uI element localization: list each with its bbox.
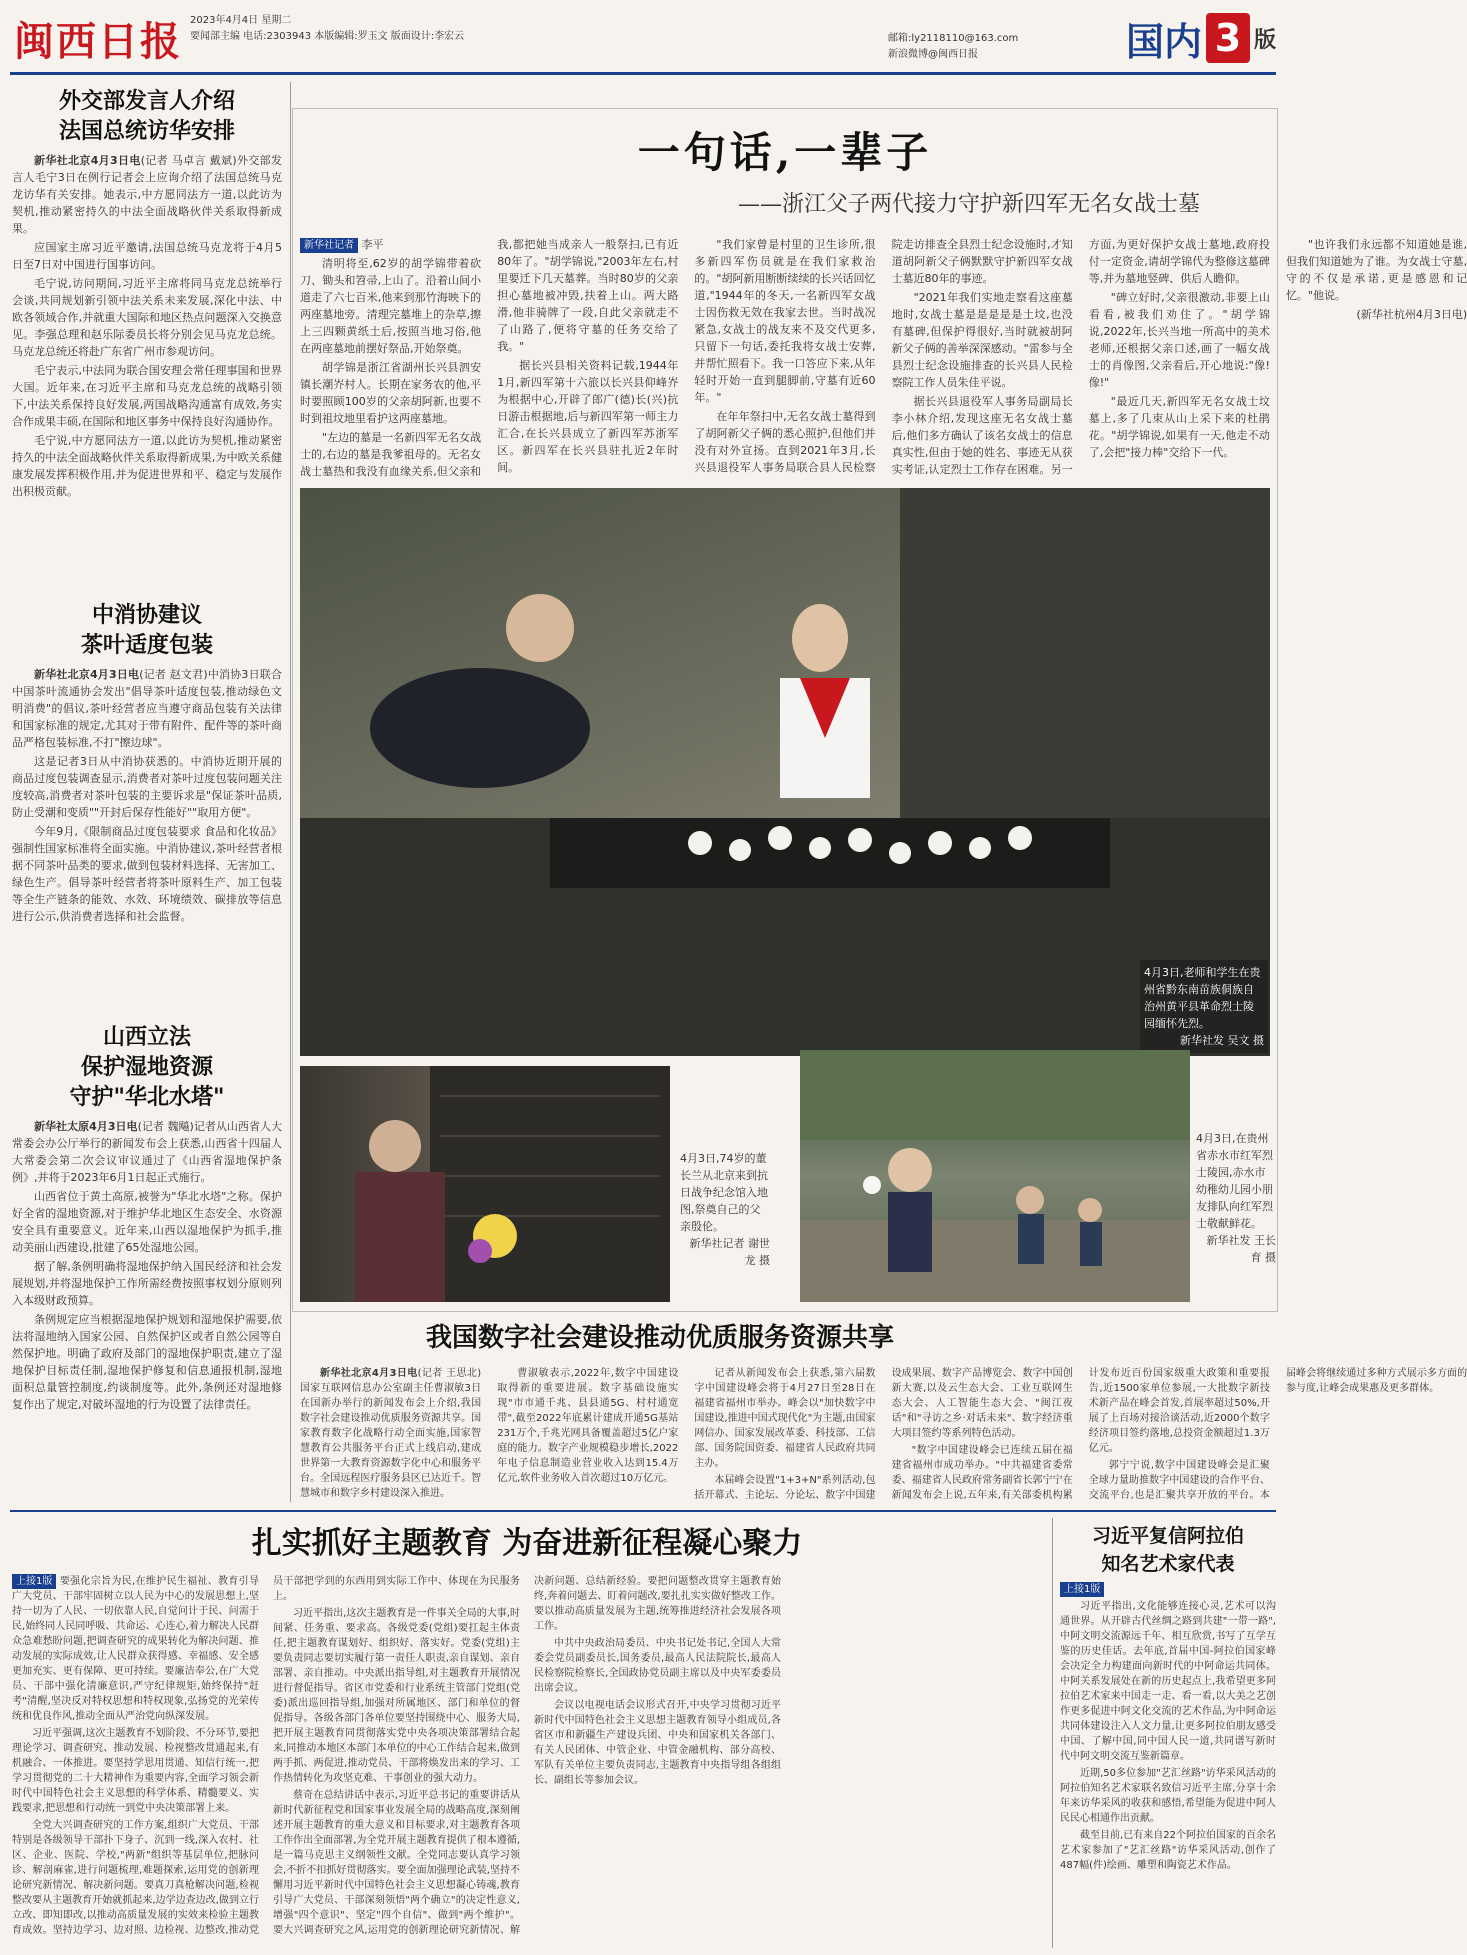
caption-text: 4月3日,在贵州省赤水市红军烈士陵园,赤水市幼稚幼儿园小朋友排队向红军烈士敬献鲜花。 xyxy=(1196,1132,1273,1230)
paragraph: 胡学锦是浙江省湖州长兴县泗安镇长潮岕村人。长期在家务农的他,平时要照顾100岁的父亲胡阿新,也要不时到祖坟地里看护这两座墓地。 xyxy=(300,361,482,425)
paragraph: 郭宁宁说,数字中国建设峰会是汇聚全球力量助推数字中国建设的合作平台、交流平台,也是汇聚共享开放的平台。本届峰会将继续通过多种方式展示多方面的参与度,让峰会成果惠及更多群体。 xyxy=(1088,1368,1467,1501)
paragraph: "我们家曾是村里的卫生诊所,很多新四军伤员就是在我们家救治的。"胡阿新用断断续续的长兴话回忆道,"1944年的冬天,一名新四军女战士因伤救无效在我家去世。当时战况紧急,女战士的战友来不及交代更多,只留下一句话,委托我将女战士安葬,并帮忙照看下。我一口答应下来,从年轻时开始一直到腿脚前,守墓有近60年。" xyxy=(694,238,876,404)
paragraph: 中共中央政治局委员、中央书记处书记,全国人大常委会党员副委员长,国务委员,最高人民法院院长,最高人民检察院检察长,全国政协党员副主席以及中央军委委员出席会议。 xyxy=(534,1638,781,1694)
headline-line2: 保护湿地资源 xyxy=(80,1054,213,1080)
masthead-logo: 闽西日报 xyxy=(14,18,182,65)
article-shanxi-wetland xyxy=(12,1022,282,1415)
photo-credit: 新华社发 王长育 摄 xyxy=(1206,1234,1276,1264)
page-number: 3 xyxy=(1206,13,1250,63)
paragraph: 这是记者3日从中消协获悉的。中消协近期开展的商品过度包装调查显示,消费者对茶叶过度包装问题关注度较高,消费者对茶叶包装的主要诉求是"保证茶叶品质,防止受潮和变质""开封后保存性能好""取用方便"。 xyxy=(12,755,282,819)
paragraph: 据长兴县相关资料记载,1944年1月,新四军第十六旅以长兴县仰峰岕为根据中心,开辟了郎广(德)长(兴)抗日游击根据地,后与新四军第一师主力汇合,在长兴县成立了新四军苏浙军区。新四军在长兴县驻扎近2年时间。 xyxy=(497,359,679,474)
article-xi-reply xyxy=(1060,1522,1276,1875)
issue-date: 2023年4月4日 星期二 xyxy=(190,15,292,26)
article-body xyxy=(12,1118,282,1413)
paragraph: 记者从新闻发布会上获悉,第六届数字中国建设峰会将于4月27日至28日在福建省福州市举办。峰会以"加快数字中国建设,推进中国式现代化"为主题,由国家网信办、国家发展改革委、科技部、工信部、国务院国资委、福建省人民政府共同主办。 xyxy=(694,1368,876,1469)
byline: (记者 赵文君) xyxy=(139,668,208,681)
paragraph: "也许我们永远都不知道她是谁,但我们知道她为了谁。为女战士守墓,守的不仅是承诺,更是感恩和记忆。"他说。 xyxy=(1285,238,1467,302)
paragraph: 曹淑敏表示,2022年,数字中国建设取得新的重要进展。数字基础设施实现"市市通千兆、县县通5G、村村通宽带",截至2022年底累计建成开通5G基站231万个,千兆光网具备覆盖超过5亿户家庭的能力。数字产业规模稳步增长,2022年电子信息制造业营业收入达到15.4万亿元,软件业务收入首次超过10万亿元。 xyxy=(497,1368,679,1484)
paragraph: "左边的墓是一名新四军无名女战士的,右边的墓是我爹祖母的。无名女战士墓热和我没有血缘关系,但父亲和我,都把她当成亲人一般祭扫,已有近80年了。"胡学锦说,"2003年左右,村里要迁下几天墓葬。当时80岁的父亲担心墓地被冲毁,扶着上山。两大路滑,他非骑牌了一段,自此父亲就走不了山路了,便将守墓的任务交给了我。" xyxy=(300,238,679,478)
paragraph: 在年年祭扫中,无名女战士墓得到了胡阿新父子俩的悉心照护,但他们并没有对外宣扬。直到2021年3月,长兴县退役军人事务局联合县人民检察院走访排查全县烈士纪念设施时,才知道胡阿新父子俩默默守护新四军女战士墓近80年的事迹。 xyxy=(694,238,1073,474)
article-body xyxy=(12,152,282,500)
feature-endnote: (新华社杭州4月3日电) xyxy=(1356,308,1467,321)
photo-memorial-wall xyxy=(300,1066,670,1302)
headline-line2: 茶叶适度包装 xyxy=(80,632,213,658)
paragraph: 条例规定应当根据湿地保护规划和湿地保护需要,依法将湿地纳入国家公园、自然保护区或者自然公园等自然保护地。明确了政府及部门的湿地保护职责,建立了湿地保护目标责任制,湿地保护修复和信息通报机制,湿地面积总量管控制度,约谈制度等。此外,条例还对湿地修复作出了规定,对破坏湿地的行为设置了法律责任。 xyxy=(12,1313,282,1411)
digital-headline: 我国数字社会建设推动优质服务资源共享 xyxy=(425,1323,894,1353)
dateline: 新华社北京4月3日电 xyxy=(320,1368,418,1379)
feature-subtitle: ——浙江父子两代接力守护新四军无名女战士墓 xyxy=(737,192,1200,217)
paragraph: 外交部发言人毛宁3日在例行记者会上应询介绍了法国总统马克龙访华有关安排。她表示,中方愿同法方一道,以此访为契机,推动紧密持久的中法全面战略伙伴关系取得新成果。 xyxy=(12,154,283,235)
headline-line1: 习近平复信阿拉伯 xyxy=(1091,1525,1244,1547)
paragraph: 国家互联网信息办公室副主任曹淑敏3日在国新办举行的新闻发布会上介绍,我国数字社会建设推动优质服务资源共享。国家教育数字化战略行动全面实施,国家智慧教育公共服务平台正式上线启动,建成世界第一大教育资源数字化中心和服务平台。全国远程医疗服务县区已达近千。智慧城市和数字乡村建设深入推进。 xyxy=(300,1383,482,1499)
section-name: 国内 xyxy=(1125,19,1202,64)
left-column-divider xyxy=(290,82,291,1502)
paragraph: 蔡奇在总结讲话中表示,习近平总书记的重要讲话从新时代新征程党和国家事业发展全局的战略高度,深刻阐述开展主题教育的重大意义和目标要求,对主题教育各项工作作出全面部署,为全党开展主题教育提供了根本遵循,是一篇马克思主义纲领性文献。全党同志要认真学习领会,不折不扣抓好贯彻落实。要全面加强理论武装,坚持不懈用习近平新时代中国特色社会主义思想凝心铸魂,教育引导广大党员、干部深刻领悟"两个确立"的决定性意义,增强"四个意识"、坚定"四个自信"、做到"两个维护"。要大兴调查研究之风,运用党的创新理论研究新情况、解决新问题、总结新经验。要把问题整改贯穿主题教育始终,奔着问题去、盯着问题改,要扎扎实实做好整改工作。要以推动高质量发展为主题,统筹推进经济社会发展各项工作。 xyxy=(273,1576,781,1936)
theme-headline: 扎实抓好主题教育 为奋进新征程凝心聚力 xyxy=(251,1526,803,1561)
paragraph: "碑立好时,父亲很激动,非要上山看看,被我们劝住了。"胡学锦说,2022年,长兴当地一所高中的美术老师,还根据父亲口述,画了一幅女战士的肖像图,父亲看后,开心地说:"像!像!" xyxy=(1088,291,1270,389)
paragraph: "最近几天,新四军无名女战士坟墓上,多了几束从山上采下来的杜鹃花。"胡学锦说,如果有一天,他走不动了,会把"接力棒"交给下一代。 xyxy=(1088,395,1270,459)
byline: (记者 魏飚) xyxy=(137,1120,194,1133)
article-foreign-ministry xyxy=(12,86,282,502)
section-header xyxy=(1126,8,1276,68)
headline-line1: 外交部发言人介绍 xyxy=(58,88,235,114)
paragraph: "2021年我们实地走察看这座墓地时,女战士墓是是是是是土坟,也没有墓碑,但保护得很好,当时就被胡阿新父子俩的善举深深感动。"雷参与全县烈士纪念设施排查的长兴县人民检察院工作人员朱佳平说。 xyxy=(891,291,1073,389)
headline-line2: 法国总统访华安排 xyxy=(58,118,235,144)
bottom-right-divider xyxy=(1052,1518,1053,1948)
paragraph: 截至目前,已有来自22个阿拉伯国家的百余名艺术家参加了"艺汇丝路"访华采风活动,创作了487幅(件)绘画、雕塑和陶瓷艺术作品。 xyxy=(1060,1830,1276,1871)
headline-line2: 知名艺术家代表 xyxy=(1101,1553,1235,1575)
photo-credit: 新华社记者 谢世龙 摄 xyxy=(689,1237,770,1267)
paragraph: 据长兴县退役军人事务局副局长李小林介绍,发现这座无名女战士墓后,他们多方确认了该名女战士的信息真实性,但由于她的姓名、事迹无从获实考证,认定烈士工作存在困难。另一方面,为更好保护女战士墓地,政府投付一定资金,请胡学锦代为整修这墓碑等,并为墓地竖碑、供后人瞻仰。 xyxy=(891,238,1270,476)
paragraph: 近期,50多位参加"艺汇丝路"访华采风活动的阿拉伯知名艺术家联名致信习近平主席,分享十余年来访华采风的收获和感悟,希望能为促进中阿人民民心相通作出贡献。 xyxy=(1060,1768,1276,1824)
main-photo-caption xyxy=(1140,960,1268,1053)
right-photo-caption xyxy=(1196,1130,1276,1266)
contact-email: 邮箱:ly2118110@163.com xyxy=(888,33,1019,44)
page-suffix: 版 xyxy=(1253,27,1276,53)
dateline: 新华社太原4月3日电 xyxy=(34,1120,138,1133)
paragraph: 应国家主席习近平邀请,法国总统马克龙将于4月5日至7日对中国进行国事访问。 xyxy=(12,241,282,271)
paragraph: 全党大兴调查研究的工作方案,组织广大党员、干部特别是各级领导干部扑下身子、沉到一线,深入农村、社区、企业、医院、学校,"两新"组织等基层单位,把脉问诊、解剖麻雀,进行问题梳理,难题探索,运用党的创新理论研究新情况、解决新问题。要真刀真枪解决问题,检视整改要从主题教育开始就抓起来,边学边查边改,做到立行立改、即知即改,以推动高质量发展的实效来检验主题教育成效。坚持边学习、边对照、边检视、边整改,推动党员干部把学到的东西用到实际工作中、体现在为民服务上。 xyxy=(12,1576,520,1936)
paragraph: 据了解,条例明确将湿地保护纳入国民经济和社会发展规划,并将湿地保护工作所需经费按照事权划分原则列入本级财政预算。 xyxy=(12,1260,282,1307)
dateline: 新华社北京4月3日电 xyxy=(34,154,141,167)
paragraph: 习近平强调,这次主题教育不划阶段、不分环节,要把理论学习、调查研究、推动发展、检视整改贯通起来,有机融合、一体推进。要坚持学思用贯通、知信行统一,把学习贯彻党的二十大精神作为重要内容,全面学习领会新时代中国特色社会主义思想的科学体系、精髓要义、实践要求,把思想和行动统一到党中央决策部署上来。 xyxy=(12,1728,259,1814)
headline-line1: 山西立法 xyxy=(102,1024,191,1050)
main-photo xyxy=(300,488,1270,1056)
paragraph: 山西省位于黄土高原,被誉为"华北水塔"之称。保护好全省的湿地资源,对于维护华北地区生态安全、水资源安全具有重要意义。近年来,山西以湿地保护为抓手,推动美丽山西建设,批建了65处湿地公园。 xyxy=(12,1190,282,1254)
photo-memorial-scene xyxy=(300,488,1270,1056)
photo-kindergarten-scene xyxy=(800,1050,1190,1302)
article-body xyxy=(12,666,282,925)
article-tea-packaging xyxy=(12,600,282,927)
paragraph: 习近平指出,这次主题教育是一件事关全局的大事,时间紧、任务重、要求高。各级党委(党组)要扛起主体责任,把主题教育谋划好、组织好、落实好。党委(党组)主要负责同志要切实履行第一责任人职责,亲自谋划、亲自部署、亲自推动。中央派出指导组,对主题教育开展情况进行督促指导。省区市党委和行业系统主管部门党组(党委)派出巡回指导组,加强对所属地区、部门和单位的督促指导。各级各部门各单位要坚持围绕中心、服务大局,把开展主题教育同贯彻落实党中央各项决策部署结合起来,同推动本地区本部门本单位的中心工作结合起来,做到两手抓、两促进,推动党员、干部将焕发出来的学习、工作热情转化为攻坚克难、干事创业的强大动力。 xyxy=(273,1608,520,1784)
left-photo-caption xyxy=(680,1150,770,1269)
header-rule xyxy=(10,72,1276,75)
paragraph: 毛宁说,访问期间,习近平主席将同马克龙总统举行会谈,共同规划新引领中法关系未来发展,深化中法、中欧各领域合作,并就重大国际和地区热点问题深入交换意见。李强总理和赵乐际委员长将分别会见马克龙总统。马克龙总统还将赴广东省广州市参观访问。 xyxy=(12,277,282,358)
caption-text: 4月3日,74岁的董长兰从北京来到抗日战争纪念馆入地图,祭奠自己的父亲殷伦。 xyxy=(680,1152,768,1233)
feature-body xyxy=(300,236,1467,482)
paragraph: 会议以电视电话会议形式召开,中央学习贯彻习近平新时代中国特色社会主义思想主题教育领导小组成员,各省区市和新疆生产建设兵团、中央和国家机关各部门、有关人民团体、中管企业、中管金融机构、部分高校、军队有关单位主要负责同志,主题教育中央指导组各组组长、副组长等参加会议。 xyxy=(534,1700,781,1786)
photo-children-flowers xyxy=(800,1050,1190,1302)
paragraph: 毛宁说,中方愿同法方一道,以此访为契机,推动紧密持久的中法全面战略伙伴关系取得新成果,为中欧关系健康发展发挥积极作用,并为促进世界和平、稳定与发展作出积极贡献。 xyxy=(12,434,282,498)
continued-tag: 上接1版 xyxy=(12,1574,56,1589)
paragraph: 记者从山西省人大常委会办公厅举行的新闻发布会上获悉,山西省十四届人大常委会第二次会议审议通过了《山西省湿地保护条例》,并将于2023年6月1日起正式施行。 xyxy=(12,1120,282,1184)
paragraph: 毛宁表示,中法同为联合国安理会常任理事国和世界大国。近年来,在习近平主席和马克龙总统的战略引领下,中法关系保持良好发展,两国战略沟通富有成效,务实合作成果丰硕,在国际和地区事务中保持良好沟通协作。 xyxy=(12,364,282,428)
photo-elder-woman xyxy=(300,1066,670,1302)
byline-name: 李平 xyxy=(361,238,384,251)
weibo-source: 新浪微博@闽西日报 xyxy=(888,49,978,60)
paragraph: 中消协3日联合中国茶叶流通协会发出"倡导茶叶适度包装,推动绿色文明消费"的倡议,茶叶经营者应当遵守商品包装有关法律和国家标准的规定,尤其对于带有附件、配件等的茶叶商品严格包装标准,不打"擦边球"。 xyxy=(12,668,282,749)
digital-body xyxy=(300,1366,1467,1506)
continued-tag: 上接1版 xyxy=(1060,1582,1104,1597)
paragraph: 今年9月,《限制商品过度包装要求 食品和化妆品》强制性国家标准将全面实施。中消协建议,茶叶经营者根据不同茶叶品类的要求,做到包装材料选择、无害加工、绿色生产。倡导茶叶经营者将茶叶原料生产、加工包装等全生产链条的能效、水效、环境绩效、碳排放等信息进行公示,供消费者选择和社会监督。 xyxy=(12,825,282,923)
paragraph: 要强化宗旨为民,在维护民生福祉、教育引导广大党员、干部牢固树立以人民为中心的发展思想上,坚持一切为了人民、一切依靠人民,自觉问计于民、问需于民,始终同人民同呼吸、共命运、心连心,着力解决人民群众急难愁盼问题,把调查研究的成果转化为解决问题、推动发展的实际成效,让人民群众获得感、幸福感、安全感更加充实、更有保障、更可持续。要廉洁奉公,在广大党员、干部中强化清廉意识,严守纪律规矩,始终保持"赶考"清醒,坚决反对特权思想和特权现象,弘扬党的光荣传统和优良作风,推动全面从严治党向纵深发展。 xyxy=(12,1576,259,1722)
editor-line: 要闻部主编 电话:2303943 本版编辑:罗玉文 版面设计:李宏云 xyxy=(190,31,465,42)
caption-text: 4月3日,老师和学生在贵州省黔东南苗族侗族自治州黄平县革命烈士陵园缅怀先烈。 xyxy=(1144,966,1261,1030)
paragraph: 清明将至,62岁的胡学锦带着砍刀、锄头和笤帚,上山了。沿着山间小道走了六七百米,他来到那竹海映下的两座墓地旁。清理完墓堆上的杂草,擦上三四颗黄纸土后,按照当地习俗,他在两座墓地前摆好祭品,开始祭奠。 xyxy=(300,257,482,355)
theme-body xyxy=(12,1574,1042,1946)
dateline: 新华社北京4月3日电 xyxy=(34,668,140,681)
paragraph: 习近平指出,文化能够连接心灵,艺术可以沟通世界。从开辟古代丝绸之路到共建"一带一路",中阿文明交流源远千年、相互欣赏,书写了互学互鉴的历史佳话。去年底,首届中国-阿拉伯国家峰会决定全力构建面向新时代的中阿命运共同体。中阿关系发展处在新的历史起点上,我希望更多阿拉伯艺术家来中国走一走、看一看,以大美之艺创作更多促进中阿文化交流的艺术作品,为中阿命运共同体建设注入人文力量,让更多阿拉伯朋友感受中国、了解中国,同中国人民一道,共同谱写新时代中阿文明交流互鉴新篇章。 xyxy=(1060,1601,1276,1762)
byline: (记者 马卓言 戴斌) xyxy=(140,154,237,167)
byline: (记者 王思北) xyxy=(417,1368,482,1379)
paragraph: 本届峰会设置"1+3+N"系列活动,包括开幕式、主论坛、分论坛、数字中国建设成果展、数字产品博览会、数字中国创新大赛,以及云生态大会、工业互联网生态大会、人工智能生态大会、"闽江夜话"和"寻访之乡·对话未来"、数字经济重大项目签约等系列特色活动。 xyxy=(694,1368,1073,1501)
bottom-band-rule xyxy=(10,1510,1276,1512)
article-body xyxy=(1060,1582,1276,1873)
byline-tag: 新华社记者 xyxy=(300,238,358,253)
photo-credit: 新华社发 吴文 摄 xyxy=(1180,1034,1264,1047)
headline-line1: 中消协建议 xyxy=(91,602,202,628)
headline-line3: 守护"华北水塔" xyxy=(69,1084,225,1110)
feature-headline: 一句话,一辈子 xyxy=(637,128,933,177)
paragraph: "数字中国建设峰会已连续五届在福建省福州市成功举办。"中共福建省委常委、福建省人民政府常务副省长郭宁宁在新闻发布会上说,五年来,有关部委机构累计发布近百份国家级重大政策和重要报告,近1500家单位参展,一大批数字新技术新产品在峰会首发,首展率超过50%,开展了上百场对接洽谈活动,近2000个数字经济项目签约落地,总投资金额超过1.3万亿元。 xyxy=(891,1368,1270,1501)
